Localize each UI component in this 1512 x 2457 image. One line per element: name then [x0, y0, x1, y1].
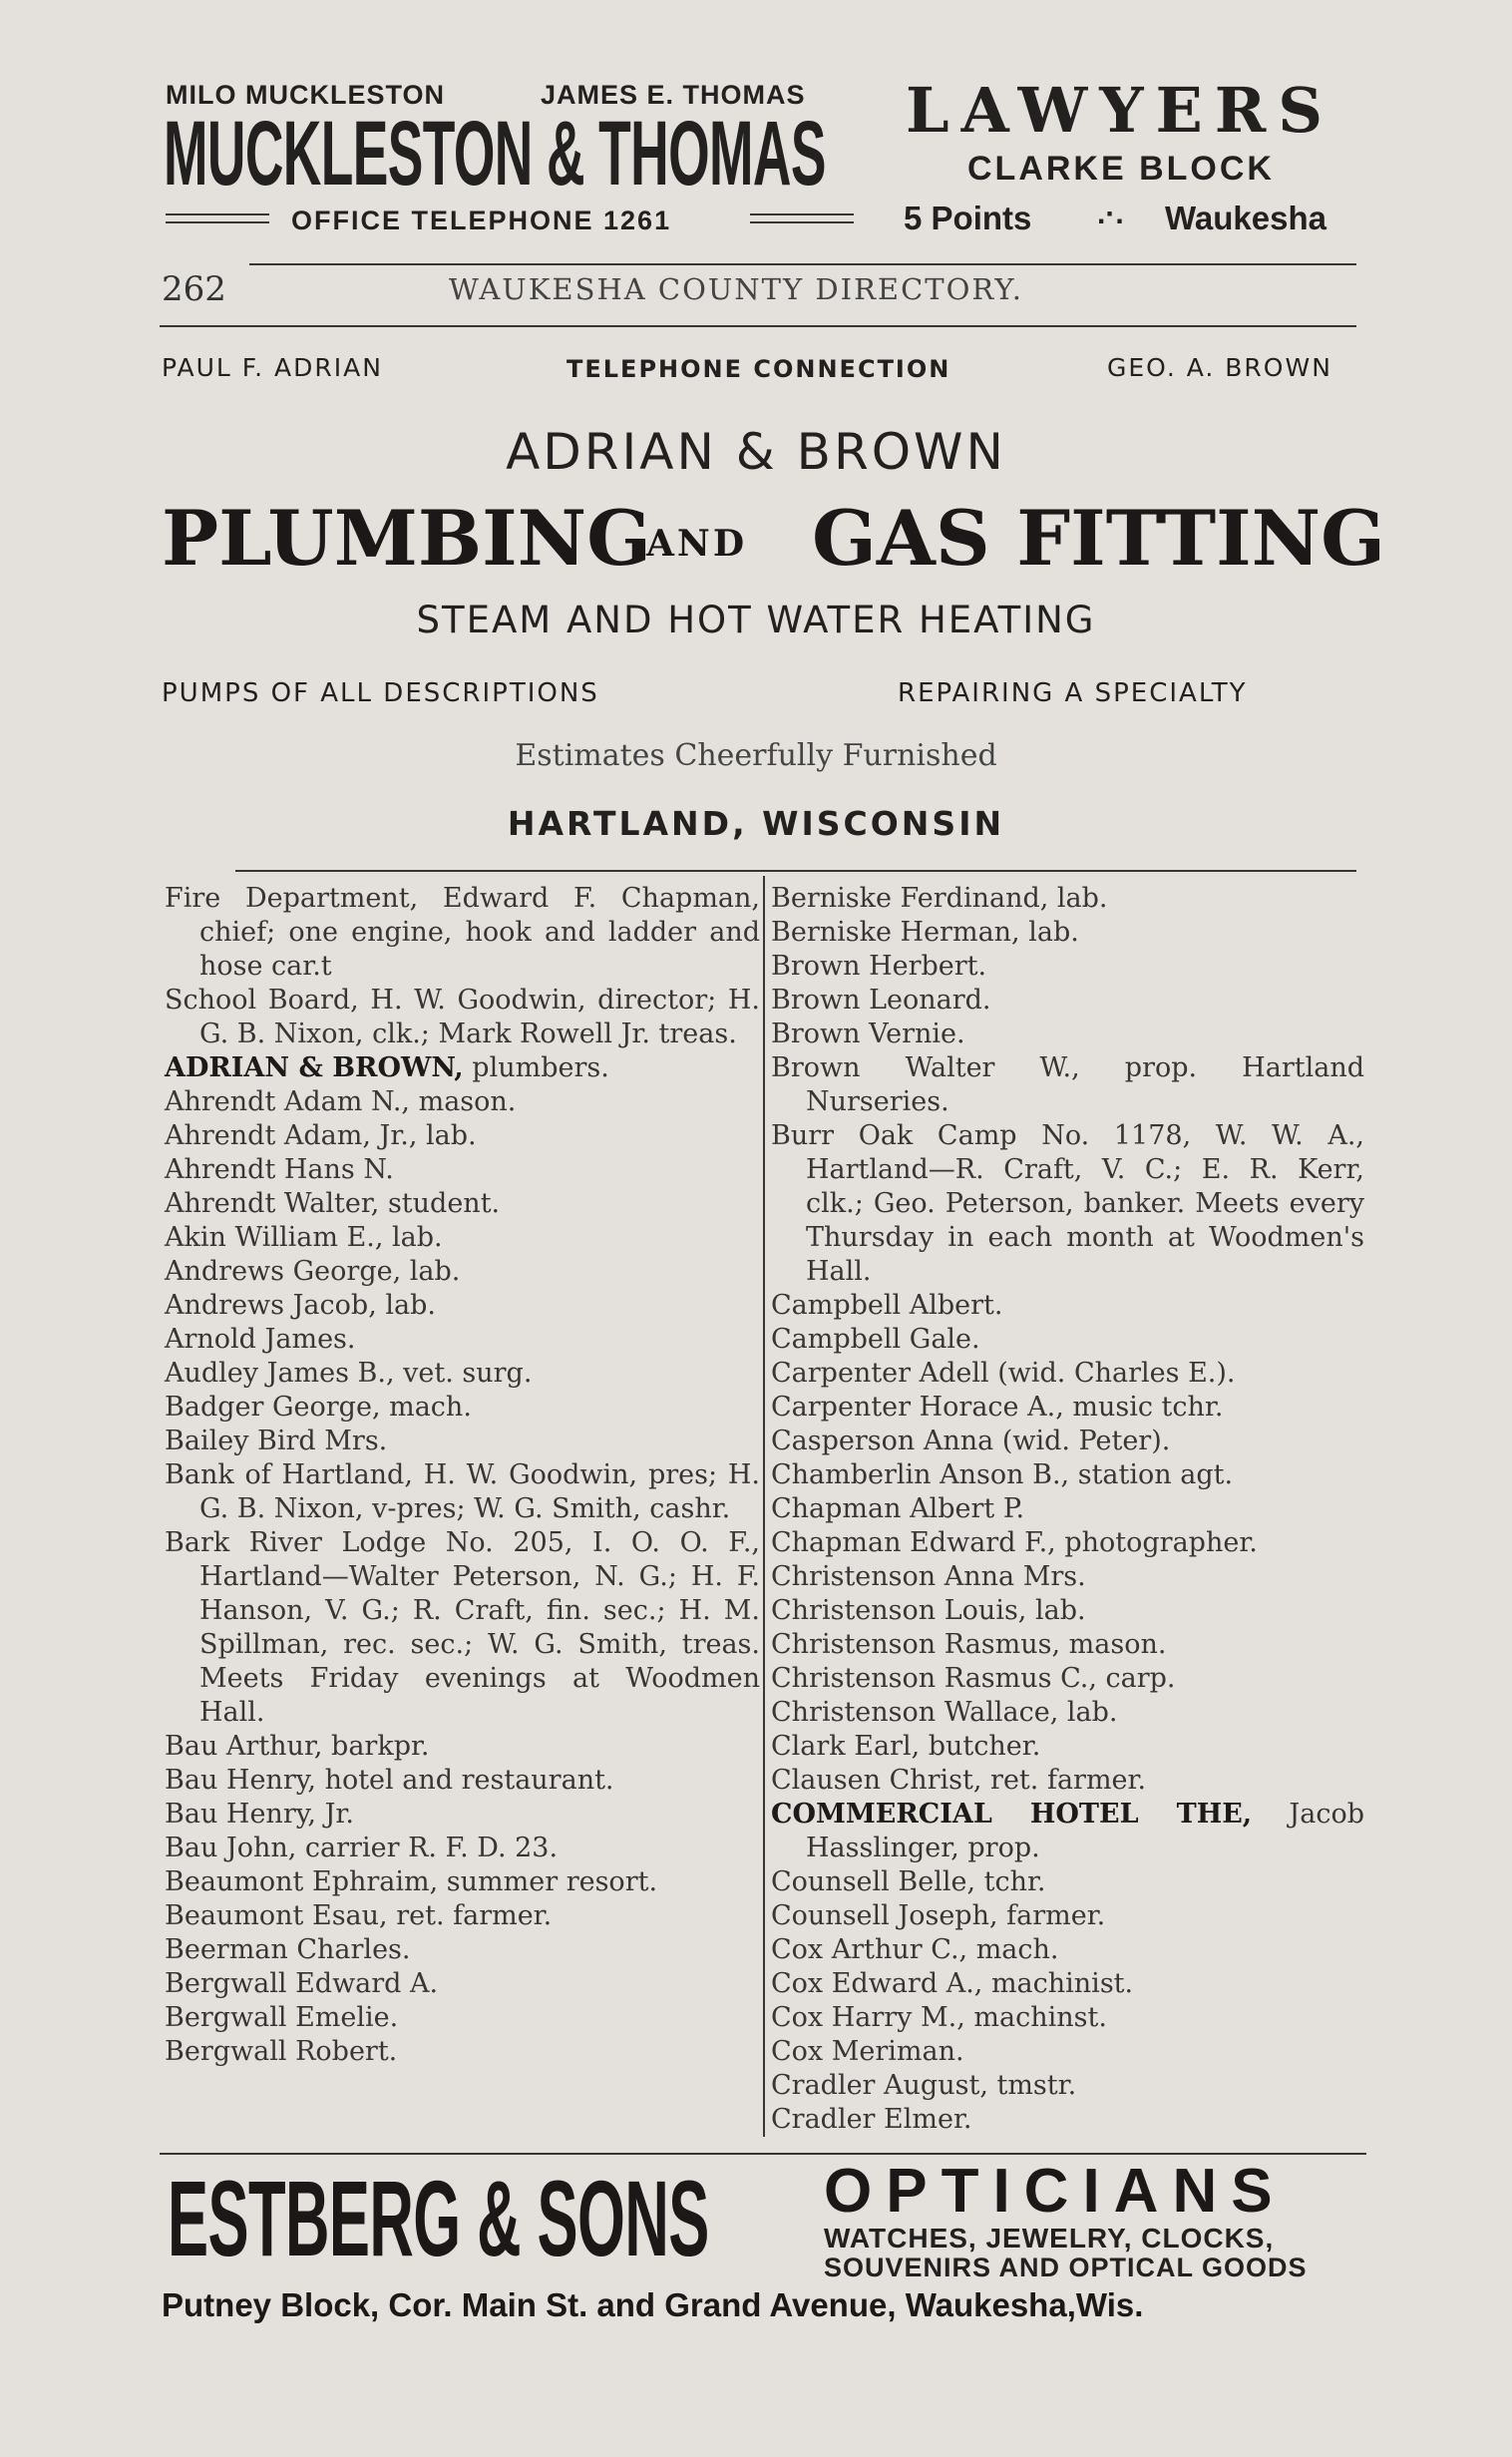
partner-name-1: MILO MUCKLESTON — [166, 80, 445, 110]
entry-text: Christenson Anna Mrs. — [771, 1561, 1086, 1592]
directory-entry — [165, 1425, 760, 1458]
entry-text: Akin William E., lab. — [165, 1222, 443, 1253]
entry-text: Fire Department, Edward F. Chapman, chief; one engine, hook and ladder and hose car.t — [165, 883, 760, 982]
directory-entry — [165, 1153, 760, 1187]
entry-text: Jacob Hasslinger, prop. — [806, 1799, 1365, 1863]
directory-entry — [771, 984, 1364, 1018]
directory-entry — [165, 1051, 760, 1085]
directory-entry — [771, 1391, 1364, 1425]
directory-entry — [165, 1119, 760, 1153]
goods-line-2: SOUVENIRS AND OPTICAL GOODS — [824, 2252, 1308, 2282]
running-title: WAUKESHA COUNTY DIRECTORY. — [449, 272, 1023, 306]
directory-entry — [771, 1289, 1364, 1323]
directory-entry — [771, 1696, 1364, 1730]
directory-entry — [771, 1323, 1364, 1357]
entry-text: Beerman Charles. — [165, 1934, 411, 1965]
entry-text: Chapman Albert P. — [771, 1493, 1025, 1524]
entry-text: Christenson Rasmus, mason. — [771, 1629, 1167, 1660]
directory-entry — [771, 1730, 1364, 1764]
entry-text: Counsell Belle, tchr. — [771, 1866, 1046, 1897]
directory-entry — [165, 1289, 760, 1323]
directory-entry — [771, 1425, 1364, 1458]
directory-entry — [165, 1323, 760, 1357]
town-line: HARTLAND, WISCONSIN — [507, 804, 1005, 843]
directory-entry — [165, 2035, 760, 2069]
directory-entry — [165, 2001, 760, 2035]
partner-geo-brown: GEO. A. BROWN — [1107, 353, 1332, 382]
location-five-points: 5 Points — [904, 200, 1032, 236]
directory-entry — [165, 1526, 760, 1730]
entry-name: ADRIAN & BROWN, — [165, 1052, 464, 1083]
directory-entry — [165, 1357, 760, 1391]
office-telephone: OFFICE TELEPHONE 1261 — [291, 205, 672, 235]
service-plumbing: PLUMBING — [162, 494, 651, 583]
listings-bottom-rule — [160, 2153, 1366, 2155]
directory-entry — [165, 984, 760, 1051]
entry-text: Christenson Rasmus C., carp. — [771, 1663, 1176, 1694]
directory-entry — [771, 1865, 1364, 1899]
directory-entry — [771, 882, 1364, 916]
entry-text: Audley James B., vet. surg. — [165, 1358, 533, 1389]
directory-entry — [165, 1798, 760, 1832]
directory-entry — [771, 1018, 1364, 1051]
estimates-line: Estimates Cheerfully Furnished — [515, 738, 997, 773]
directory-entry — [165, 1730, 760, 1764]
entry-text: Brown Walter W., prop. Hartland Nurseries. — [771, 1052, 1364, 1117]
listings-top-rule — [235, 870, 1356, 872]
directory-entry — [165, 1764, 760, 1798]
entry-text: Brown Vernie. — [771, 1019, 965, 1049]
entry-text: Ahrendt Adam, Jr., lab. — [165, 1120, 477, 1151]
pumps-line: PUMPS OF ALL DESCRIPTIONS — [162, 678, 599, 708]
entry-text: Andrews Jacob, lab. — [165, 1290, 436, 1321]
entry-text: Bau Arthur, barkpr. — [165, 1731, 430, 1762]
entry-text: Christenson Louis, lab. — [771, 1595, 1086, 1626]
entry-text: Campbell Albert. — [771, 1290, 1003, 1321]
entry-text: Clark Earl, butcher. — [771, 1731, 1041, 1762]
directory-entry — [771, 1764, 1364, 1798]
listings-column-right — [771, 882, 1364, 2137]
entry-text: Bergwall Emelie. — [165, 2002, 399, 2033]
directory-entry — [771, 1492, 1364, 1526]
directory-entry — [165, 1255, 760, 1289]
location-separator: .·. — [1097, 198, 1124, 230]
directory-entry — [165, 1085, 760, 1119]
entry-text: Bank of Hartland, H. W. Goodwin, pres; H. G. B. Nixon, v-pres; W. G. Smith, cashr. — [165, 1459, 760, 1524]
entry-text: Chamberlin Anson B., station agt. — [771, 1459, 1234, 1490]
divider-double-line — [750, 213, 854, 223]
entry-text: Cradler August, tmstr. — [771, 2070, 1077, 2101]
directory-entry — [771, 2103, 1364, 2137]
entry-text: Bergwall Robert. — [165, 2036, 398, 2067]
entry-text: School Board, H. W. Goodwin, director; H. G. B. Nixon, clk.; Mark Rowell Jr. treas. — [165, 985, 760, 1049]
directory-entry — [165, 1899, 760, 1933]
optician-address: Putney Block, Cor. Main St. and Grand Avenue, Waukesha,Wis. — [162, 2286, 1144, 2323]
directory-entry — [771, 1357, 1364, 1391]
location-waukesha: Waukesha — [1165, 200, 1327, 236]
top-ad-rule — [249, 263, 1356, 265]
directory-entry — [771, 1526, 1364, 1560]
entry-text: Ahrendt Walter, student. — [165, 1188, 501, 1219]
entry-text: Carpenter Horace A., music tchr. — [771, 1392, 1224, 1423]
entry-text: Bailey Bird Mrs. — [165, 1426, 388, 1456]
entry-text: Berniske Ferdinand, lab. — [771, 883, 1108, 914]
directory-entry — [165, 1832, 760, 1865]
directory-entry — [771, 1594, 1364, 1628]
listings-column-left — [165, 882, 760, 2069]
directory-entry — [771, 1798, 1364, 1865]
partner-paul-adrian: PAUL F. ADRIAN — [162, 353, 383, 382]
entry-text: Bergwall Edward A. — [165, 1968, 439, 1999]
entry-text: Brown Leonard. — [771, 985, 991, 1016]
directory-entry — [165, 1391, 760, 1425]
entry-text: Bau Henry, hotel and restaurant. — [165, 1765, 614, 1796]
directory-entry — [165, 1967, 760, 2001]
directory-entry — [165, 1458, 760, 1526]
entry-text: Cox Edward A., machinist. — [771, 1968, 1134, 1999]
entry-text: Beaumont Ephraim, summer resort. — [165, 1866, 658, 1897]
directory-entry — [771, 2001, 1364, 2035]
building-name: CLARKE BLOCK — [967, 150, 1275, 188]
opticians-heading: OPTICIANS — [824, 2157, 1287, 2226]
entry-text: Chapman Edward F., photographer. — [771, 1527, 1258, 1558]
lawyers-heading: LAWYERS — [906, 74, 1335, 147]
directory-entry — [771, 2069, 1364, 2103]
repairing-line: REPAIRING A SPECIALTY — [898, 678, 1248, 708]
entry-text: Campbell Gale. — [771, 1324, 980, 1355]
entry-text: Burr Oak Camp No. 1178, W. W. A., Hartland—R. Craft, V. C.; E. R. Kerr, clk.; Geo. Peterson, banker. Meets every Thursday in each month at Woodmen's Hall. — [771, 1120, 1364, 1287]
optician-firm-name: ESTBERG & SONS — [168, 2158, 709, 2278]
entry-text: plumbers. — [463, 1052, 609, 1083]
entry-text: Christenson Wallace, lab. — [771, 1697, 1118, 1728]
law-firm-name: MUCKLESTON & THOMAS — [164, 103, 826, 205]
entry-text: Bau John, carrier R. F. D. 23. — [165, 1833, 559, 1863]
directory-entry — [771, 1051, 1364, 1119]
entry-text: Clausen Christ, ret. farmer. — [771, 1765, 1147, 1796]
entry-text: Counsell Joseph, farmer. — [771, 1900, 1106, 1931]
entry-text: Bau Henry, Jr. — [165, 1799, 354, 1830]
page-number: 262 — [162, 269, 226, 309]
directory-entry — [165, 1221, 760, 1255]
directory-entry — [771, 1119, 1364, 1289]
entry-text: Cradler Elmer. — [771, 2104, 972, 2135]
entry-name: COMMERCIAL HOTEL THE, — [771, 1799, 1253, 1830]
header-rule — [160, 325, 1356, 327]
entry-text: Arnold James. — [165, 1324, 356, 1355]
entry-text: Ahrendt Hans N. — [165, 1154, 394, 1185]
column-divider — [763, 876, 765, 2137]
directory-entry — [771, 1458, 1364, 1492]
entry-text: Brown Herbert. — [771, 951, 987, 982]
directory-entry — [771, 950, 1364, 984]
plumbing-firm-name: ADRIAN & BROWN — [506, 423, 1006, 481]
directory-entry — [771, 1967, 1364, 2001]
directory-entry — [165, 1933, 760, 1967]
directory-entry — [165, 1865, 760, 1899]
entry-text: Badger George, mach. — [165, 1392, 472, 1423]
directory-entry — [771, 916, 1364, 950]
entry-text: Andrews George, lab. — [165, 1256, 461, 1287]
directory-entry — [771, 1628, 1364, 1662]
directory-entry — [771, 1933, 1364, 1967]
entry-text: Cox Harry M., machinst. — [771, 2002, 1107, 2033]
entry-text: Carpenter Adell (wid. Charles E.). — [771, 1358, 1236, 1389]
directory-entry — [771, 1560, 1364, 1594]
goods-line-1: WATCHES, JEWELRY, CLOCKS, — [824, 2223, 1275, 2253]
directory-entry — [165, 1187, 760, 1221]
entry-text: Berniske Herman, lab. — [771, 917, 1079, 948]
entry-text: Beaumont Esau, ret. farmer. — [165, 1900, 553, 1931]
entry-text: Cox Meriman. — [771, 2036, 964, 2067]
telephone-connection: TELEPHONE CONNECTION — [567, 355, 951, 383]
directory-entry — [771, 2035, 1364, 2069]
entry-text: Casperson Anna (wid. Peter). — [771, 1426, 1171, 1456]
partner-name-2: JAMES E. THOMAS — [541, 80, 806, 110]
service-and: AND — [646, 523, 748, 565]
directory-entry — [771, 1899, 1364, 1933]
service-gas-fitting: GAS FITTING — [812, 494, 1386, 583]
heating-line: STEAM AND HOT WATER HEATING — [416, 599, 1096, 641]
entry-text: Ahrendt Adam N., mason. — [165, 1086, 517, 1117]
directory-entry — [165, 882, 760, 984]
divider-double-line — [166, 213, 269, 223]
entry-text: Bark River Lodge No. 205, I. O. O. F., Hartland—Walter Peterson, N. G.; H. F. Hanson, V. G.; R. Craft, fin. sec.; H. M. Spillman, rec. sec.; W. G. Smith, treas. Meets Friday evenings at Woodmen Hall. — [165, 1527, 760, 1728]
directory-entry — [771, 1662, 1364, 1696]
entry-text: Cox Arthur C., mach. — [771, 1934, 1059, 1965]
